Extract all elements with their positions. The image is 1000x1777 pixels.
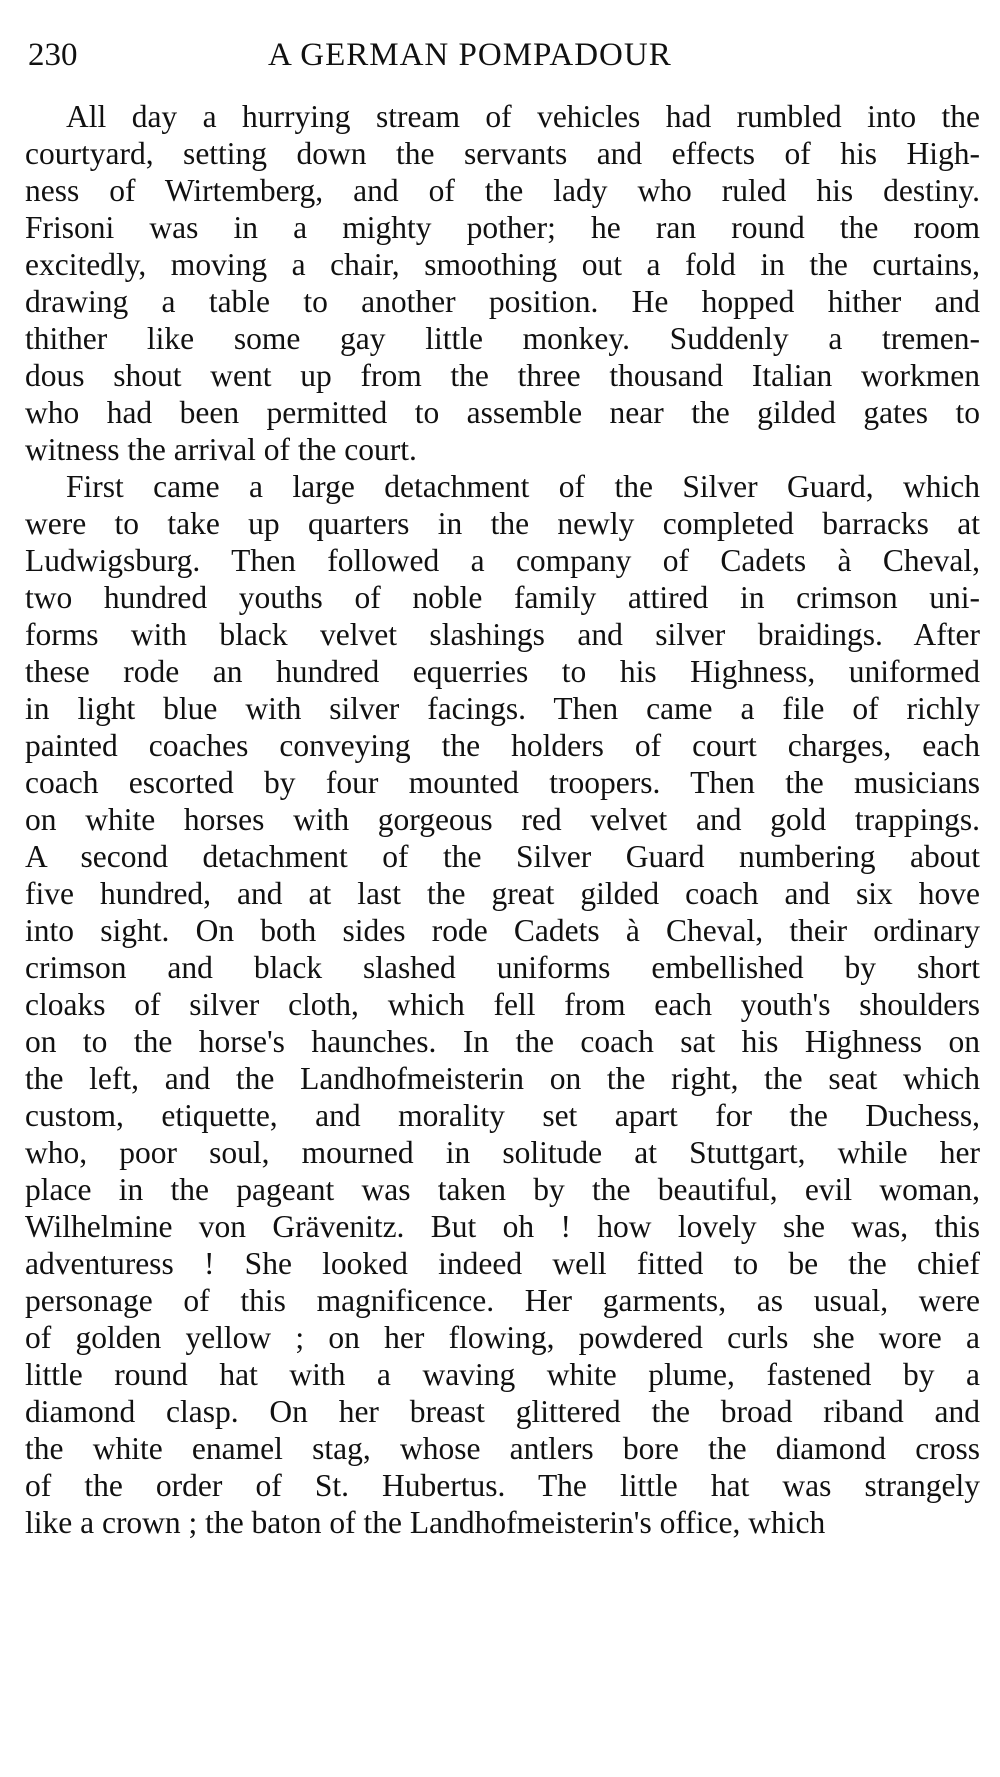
text-line: cloaks of silver cloth, which fell from each youth's shoulders (25, 987, 980, 1022)
text-line: drawing a table to another position. He hopped hither and (25, 284, 980, 319)
page-header (28, 30, 972, 80)
text-line: personage of this magnificence. Her garments, as usual, were (25, 1283, 980, 1318)
text-line: on white horses with gorgeous red velvet and gold trappings. (25, 802, 980, 837)
text-line: like a crown ; the baton of the Landhofmeisterin's office, which (25, 1505, 826, 1540)
text-line: diamond clasp. On her breast glittered the broad riband and (25, 1394, 980, 1429)
paragraph (25, 468, 980, 1541)
text-line: forms with black velvet slashings and silver braidings. After (25, 617, 980, 652)
text-line: two hundred youths of noble family attired in crimson uni- (25, 580, 980, 615)
text-line: place in the pageant was taken by the beautiful, evil woman, (25, 1172, 980, 1207)
text-line: Ludwigsburg. Then followed a company of Cadets à Cheval, (25, 543, 980, 578)
paragraph (25, 98, 980, 468)
text-line: these rode an hundred equerries to his Highness, uniformed (25, 654, 980, 689)
text-line: on to the horse's haunches. In the coach sat his Highness on (25, 1024, 980, 1059)
body-text (25, 98, 980, 1541)
text-line: thither like some gay little monkey. Suddenly a tremen- (25, 321, 980, 356)
text-line: of the order of St. Hubertus. The little hat was strangely (25, 1468, 980, 1503)
running-title: A GERMAN POMPADOUR (268, 37, 672, 73)
text-line: custom, etiquette, and morality set apart for the Duchess, (25, 1098, 980, 1133)
text-line: Frisoni was in a mighty pother; he ran round the room (25, 210, 980, 245)
text-line: who had been permitted to assemble near the gilded gates to (25, 395, 980, 430)
text-line: Wilhelmine von Grävenitz. But oh ! how lovely she was, this (25, 1209, 980, 1244)
text-line: were to take up quarters in the newly completed barracks at (25, 506, 980, 541)
page-number: 230 (28, 37, 78, 73)
text-line: All day a hurrying stream of vehicles had rumbled into the (66, 99, 980, 134)
text-line: into sight. On both sides rode Cadets à Cheval, their ordinary (25, 913, 980, 948)
text-line: First came a large detachment of the Silver Guard, which (66, 469, 980, 504)
text-line: dous shout went up from the three thousand Italian workmen (25, 358, 980, 393)
text-line: the white enamel stag, whose antlers bore the diamond cross (25, 1431, 980, 1466)
text-line: courtyard, setting down the servants and effects of his High- (25, 136, 980, 171)
text-line: A second detachment of the Silver Guard numbering about (25, 839, 980, 874)
text-line: crimson and black slashed uniforms embellished by short (25, 950, 980, 985)
text-line: painted coaches conveying the holders of court charges, each (25, 728, 980, 763)
text-line: in light blue with silver facings. Then came a file of richly (25, 691, 980, 726)
text-line: coach escorted by four mounted troopers. Then the musicians (25, 765, 980, 800)
text-line: of golden yellow ; on her flowing, powdered curls she wore a (25, 1320, 980, 1355)
text-line: little round hat with a waving white plume, fastened by a (25, 1357, 980, 1392)
text-line: five hundred, and at last the great gilded coach and six hove (25, 876, 980, 911)
text-line: adventuress ! She looked indeed well fitted to be the chief (25, 1246, 980, 1281)
text-line: the left, and the Landhofmeisterin on the right, the seat which (25, 1061, 980, 1096)
text-line: excitedly, moving a chair, smoothing out a fold in the curtains, (25, 247, 980, 282)
text-line: witness the arrival of the court. (25, 432, 417, 467)
text-line: who, poor soul, mourned in solitude at Stuttgart, while her (25, 1135, 980, 1170)
text-line: ness of Wirtemberg, and of the lady who ruled his destiny. (25, 173, 980, 208)
